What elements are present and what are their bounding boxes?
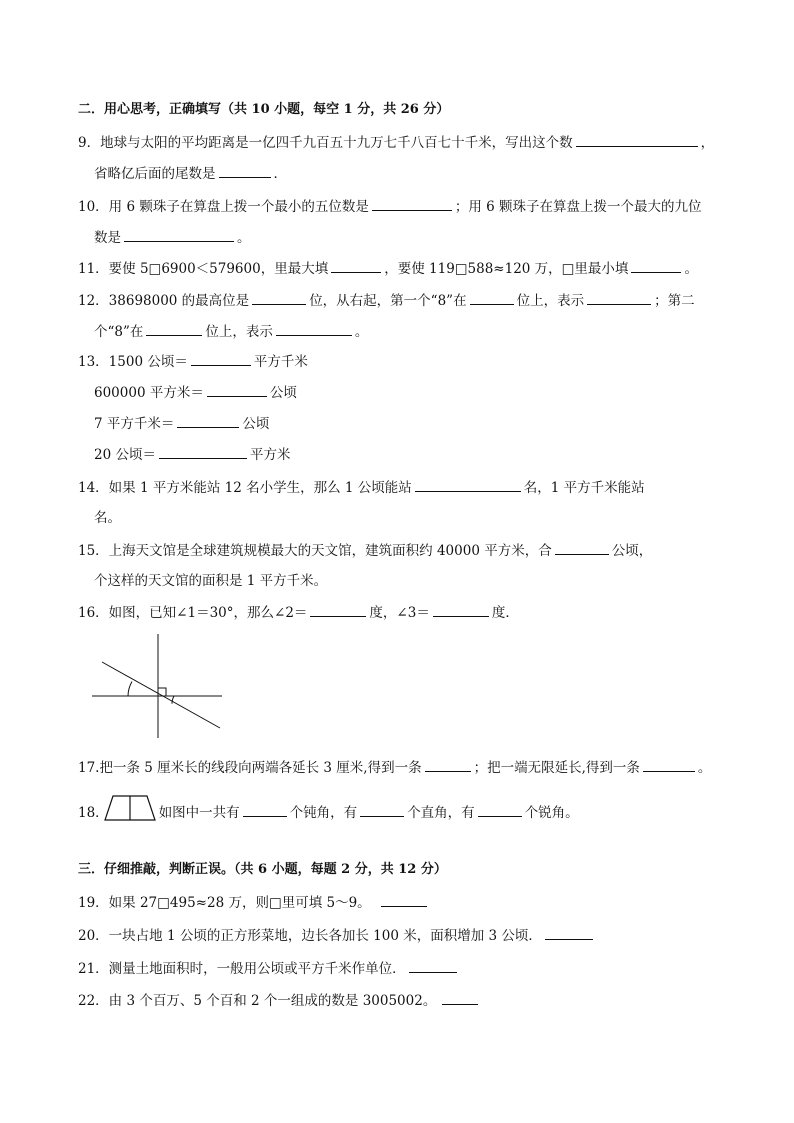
answer-blank[interactable] (124, 227, 234, 242)
answer-blank[interactable] (643, 757, 695, 772)
diagonal-line (102, 662, 220, 728)
answer-blank[interactable] (207, 382, 267, 397)
question-19: 19．如果 27□495≈28 万，则□里可填 5～9。 (78, 892, 430, 913)
angle-3-arc (128, 682, 132, 697)
question-10: 10．用 6 颗珠子在算盘上拨一个最小的五位数是 ；用 6 颗珠子在算盘上拨一个最大的九位 (78, 196, 702, 217)
question-15-continued: 个这样的天文馆的面积是 1 平方千米。 (94, 573, 328, 589)
answer-blank[interactable] (555, 540, 609, 555)
question-12-continued: 个“8”在 位上，表示 。 (94, 321, 368, 342)
question-12: 12．38698000 的最高位是 位，从右起，第一个“8”在 位上，表示 ；第二 (78, 290, 695, 311)
question-16: 16．如图，已知∠1＝30°，那么∠2＝ 度，∠3＝ 度． (78, 602, 519, 623)
question-17: 17.把一条 5 厘米长的线段向两端各延长 3 厘米,得到一条 ；把一端无限延长,得到一条 。 (78, 757, 711, 778)
answer-blank[interactable] (219, 163, 271, 178)
section-heading: 二．用心思考，正确填写（共 10 小题，每空 1 分，共 26 分） (78, 102, 450, 117)
answer-blank[interactable] (576, 132, 698, 147)
question-20: 20．一块占地 1 公顷的正方形菜地，边长各加长 100 米，面积增加 3 公顷． (78, 925, 596, 946)
question-14: 14．如果 1 平方米能站 12 名小学生，那么 1 公顷能站 名，1 平方千米能站 (78, 477, 645, 498)
question-22: 22．由 3 个百万、5 个百和 2 个一组成的数是 3005002。 (78, 990, 481, 1011)
question-13-part-2: 600000 平方米＝ 公顷 (94, 382, 297, 403)
answer-blank[interactable] (252, 290, 306, 305)
question-text: 9．地球与太阳的平均距离是一亿四千九百五十九万七千八百七十千米，写出这个数 (78, 135, 573, 151)
answer-blank[interactable] (381, 892, 427, 907)
answer-blank[interactable] (243, 802, 287, 817)
question-11: 11．要使 5□6900＜579600，里最大填 ，要使 119□588≈120 万，□里最小填 。 (78, 258, 698, 279)
trapezoid-figure (104, 794, 158, 822)
question-18: 18． 如图中一共有 个钝角，有 个直角，有 个锐角。 (78, 802, 579, 823)
question-15: 15．上海天文馆是全球建筑规模最大的天文馆，建筑面积约 40000 平方米，合 公顷， (78, 540, 652, 561)
answer-blank[interactable] (159, 444, 247, 459)
question-9-continued: 省略亿后面的尾数是 ． (94, 163, 287, 184)
answer-blank[interactable] (360, 802, 404, 817)
answer-blank[interactable] (545, 925, 593, 940)
answer-blank[interactable] (372, 196, 452, 211)
answer-blank[interactable] (631, 258, 681, 273)
section-heading: 三．仔细推敲，判断正误。（共 6 小题，每题 2 分，共 12 分） (78, 862, 447, 877)
answer-blank[interactable] (191, 351, 251, 366)
right-angle-mark (158, 688, 166, 696)
angle-figure (92, 632, 232, 740)
answer-blank[interactable] (409, 958, 457, 973)
answer-blank[interactable] (331, 258, 381, 273)
answer-blank[interactable] (478, 802, 522, 817)
answer-blank[interactable] (276, 321, 352, 336)
question-13: 13．1500 公顷＝ 平方千米 (78, 351, 308, 372)
question-10-continued: 数是 。 (94, 227, 251, 248)
answer-blank[interactable] (587, 290, 651, 305)
answer-blank[interactable] (425, 757, 471, 772)
answer-blank[interactable] (433, 602, 489, 617)
answer-blank[interactable] (470, 290, 514, 305)
answer-blank[interactable] (415, 477, 521, 492)
answer-blank[interactable] (310, 602, 366, 617)
question-21: 21．测量土地面积时，一般用公顷或平方千米作单位． (78, 958, 460, 979)
question-14-continued: 名。 (94, 510, 121, 526)
answer-blank[interactable] (146, 321, 202, 336)
question-9: 9．地球与太阳的平均距离是一亿四千九百五十九万七千八百七十千米，写出这个数 ， (78, 132, 714, 153)
question-13-part-4: 20 公顷＝ 平方米 (94, 444, 290, 465)
question-13-part-3: 7 平方千米＝ 公顷 (94, 413, 269, 434)
answer-blank[interactable] (177, 413, 239, 428)
answer-blank[interactable] (442, 990, 478, 1005)
